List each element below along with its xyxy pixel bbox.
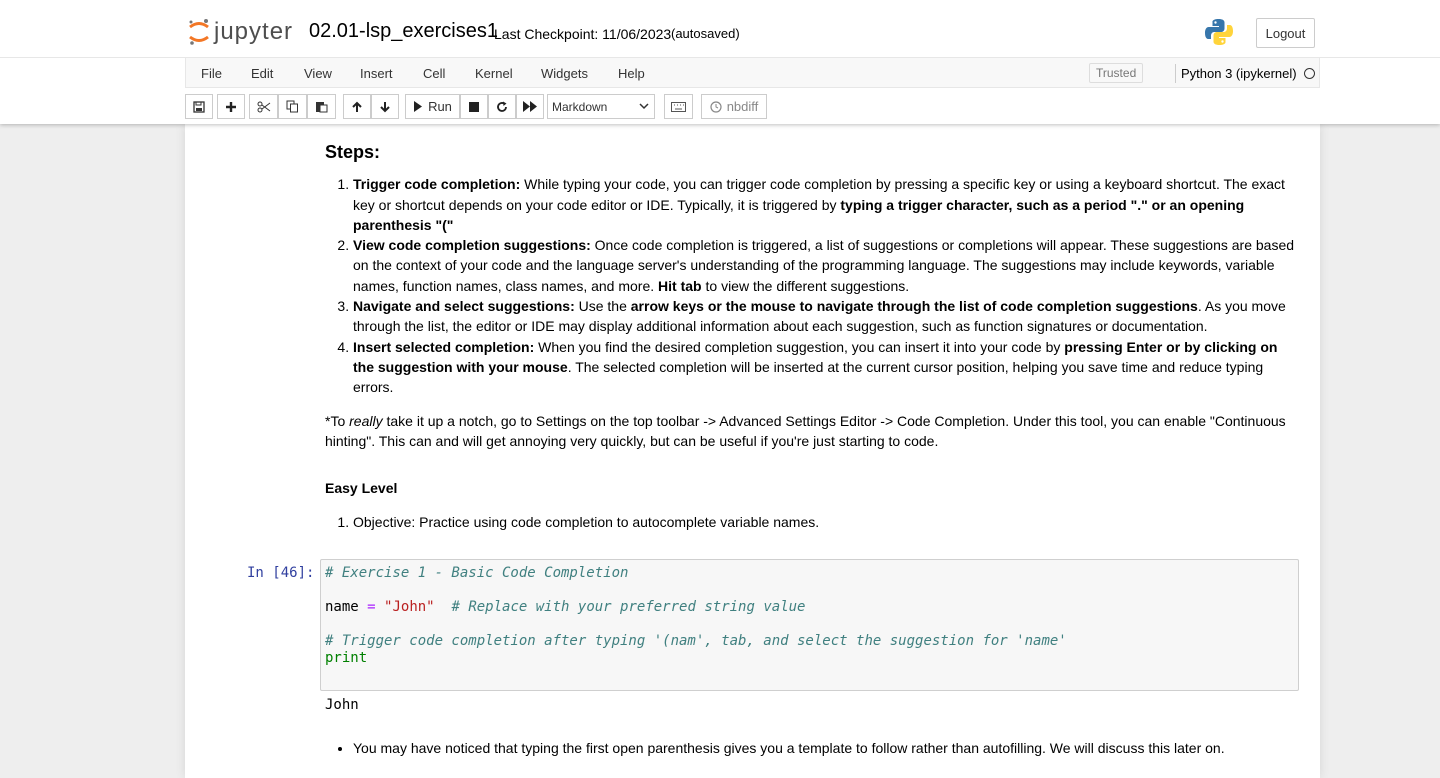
- paste-icon: [315, 100, 328, 113]
- notebook-toolbar: [185, 92, 1320, 120]
- list-item: • You may have noticed that typing the first open parenthesis gives you a template to follow rather than autofilling. We will discuss this later on.: [353, 738, 1300, 758]
- notebook-title[interactable]: 02.01-lsp_exercises1: [309, 20, 498, 42]
- menu-widgets[interactable]: Widgets: [541, 66, 588, 81]
- jupyter-logo-text: jupyter: [214, 18, 294, 45]
- continuous-hinting-note: [325, 411, 1300, 452]
- list-item: [353, 174, 1300, 235]
- cell-type-select[interactable]: [547, 94, 655, 119]
- note-text: take it up a notch, go to Settings on the top toolbar -> Advanced Settings Editor -> Code Completion. Under this tool, you can enable "Continuous hinting". This can and will get annoying very quickly, but can be useful if you're just starting to code.: [325, 412, 1286, 449]
- nbdiff-icon: [710, 101, 722, 113]
- kernel-idle-icon: [1304, 68, 1315, 79]
- code-comment: # Exercise 1 - Basic Code Completion: [325, 565, 629, 581]
- bullet-list: [325, 738, 1300, 758]
- run-label: Run: [428, 99, 452, 114]
- notebook-container: [185, 124, 1320, 778]
- last-checkpoint: Last Checkpoint: 11/06/2023: [494, 26, 672, 42]
- menu-insert[interactable]: Insert: [360, 66, 393, 81]
- code-line: [325, 633, 1067, 649]
- step-title: View code completion suggestions:: [353, 237, 591, 254]
- menu-file[interactable]: File: [201, 66, 222, 81]
- code-variable: name: [325, 599, 368, 615]
- kernel-divider: [1175, 64, 1176, 83]
- arrow-down-icon: [379, 101, 391, 113]
- notebook-header: [0, 0, 1440, 124]
- code-comment: # Replace with your preferred string value: [451, 599, 806, 615]
- move-down-button[interactable]: [371, 94, 399, 119]
- copy-icon: [286, 100, 299, 113]
- chevron-down-icon: [639, 103, 649, 110]
- kernel-name[interactable]: Python 3 (ipykernel): [1181, 66, 1297, 81]
- cut-icon: [257, 101, 271, 113]
- note-prefix: *To: [325, 412, 350, 429]
- objective-list: [325, 512, 1300, 532]
- step-text: While typing your code, you can trigger code completion by pressing a specific key or using a keyboard shortcut. The exact key or shortcut depends on your code editor or IDE. Typically, it is triggered by: [353, 176, 1285, 213]
- move-up-button[interactable]: [343, 94, 371, 119]
- input-prompt: In [46]:: [247, 565, 315, 581]
- menu-view[interactable]: View: [304, 66, 332, 81]
- cut-button[interactable]: [249, 94, 278, 119]
- list-item: 1. Objective: Practice using code completion to autocomplete variable names.: [353, 512, 1300, 532]
- trusted-indicator[interactable]: Trusted: [1089, 63, 1143, 83]
- step-emphasis: pressing Enter or by clicking on the suggestion with your mouse: [353, 338, 1278, 375]
- markdown-cell-steps[interactable]: [325, 142, 1300, 451]
- step-emphasis: Hit tab: [658, 277, 702, 294]
- menu-cell[interactable]: Cell: [423, 66, 446, 81]
- autosave-status: (autosaved): [671, 26, 740, 41]
- save-icon: [193, 101, 205, 113]
- markdown-cell-note[interactable]: [325, 738, 1300, 758]
- code-line: [325, 650, 367, 666]
- jupyter-logo-icon: [188, 18, 210, 46]
- step-text: . The selected completion will be inserted at the current cursor position, helping you save time and reduce typing errors.: [353, 358, 1264, 396]
- restart-button[interactable]: [488, 94, 516, 119]
- cell-type-value: Markdown: [552, 99, 608, 114]
- note-emphasis: really: [349, 412, 383, 429]
- code-comment: # Trigger code completion after typing '(nam', tab, and select the suggestion for 'name': [325, 633, 1067, 649]
- stop-icon: [469, 102, 479, 112]
- interrupt-button[interactable]: [460, 94, 488, 119]
- step-text: to view the different suggestions.: [701, 277, 910, 294]
- fast-forward-icon: [523, 101, 537, 112]
- steps-list: [325, 174, 1300, 397]
- restart-icon: [496, 101, 508, 113]
- menu-bar: [185, 58, 1320, 88]
- step-emphasis: typing a trigger character, such as a period "." or an opening parenthesis "(": [353, 196, 1245, 233]
- jupyter-logo[interactable]: [188, 16, 293, 48]
- step-title: Navigate and select suggestions:: [353, 298, 575, 315]
- keyboard-icon: [671, 102, 686, 112]
- list-item: [353, 337, 1300, 398]
- python-logo-icon: [1204, 17, 1234, 52]
- top-bar: [0, 0, 1440, 58]
- copy-button[interactable]: [278, 94, 307, 119]
- list-item: [353, 296, 1300, 337]
- paste-button[interactable]: [307, 94, 336, 119]
- menu-edit[interactable]: Edit: [251, 66, 274, 81]
- step-title: Insert selected completion:: [353, 338, 535, 355]
- code-editor[interactable]: [320, 559, 1299, 691]
- cell-output: John: [325, 697, 359, 713]
- run-button[interactable]: [405, 94, 460, 119]
- step-emphasis: arrow keys or the mouse to navigate through the list of code completion suggestions: [630, 298, 1198, 315]
- play-icon: [413, 101, 423, 112]
- step-text: When you find the desired completion suggestion, you can insert it into your code by: [534, 338, 1065, 355]
- step-text: Once code completion is triggered, a list of suggestions or completions will appear. These suggestions are based on the context of your code and the language server's understanding of the programming language. The suggestions may include keywords, variable names, function names, class names, and more.: [353, 237, 1295, 294]
- restart-run-all-button[interactable]: [516, 94, 544, 119]
- logout-button[interactable]: Logout: [1256, 18, 1315, 48]
- arrow-up-icon: [351, 101, 363, 113]
- code-line: [325, 565, 628, 581]
- insert-cell-button[interactable]: [217, 94, 245, 119]
- code-operator: =: [367, 599, 376, 615]
- save-button[interactable]: [185, 94, 213, 119]
- command-palette-button[interactable]: [664, 94, 693, 119]
- step-title: Trigger code completion:: [353, 176, 521, 193]
- easy-level-heading: Easy Level: [325, 480, 398, 496]
- menu-kernel[interactable]: Kernel: [475, 66, 513, 81]
- list-item: [353, 235, 1300, 296]
- steps-heading: Steps:: [325, 142, 381, 162]
- nbdiff-button[interactable]: [701, 94, 767, 119]
- plus-icon: [225, 101, 237, 113]
- menu-help[interactable]: Help: [618, 66, 645, 81]
- markdown-cell-easy-level[interactable]: [325, 478, 1300, 533]
- nbdiff-label: nbdiff: [726, 99, 759, 114]
- code-string: "John": [384, 599, 435, 615]
- step-text: Use the: [574, 298, 631, 315]
- code-line: [325, 599, 805, 615]
- code-builtin: print: [325, 650, 368, 666]
- step-text: . As you move through the list, the editor or IDE may display additional information about each suggestion, such as function signatures or documentation.: [353, 298, 1286, 335]
